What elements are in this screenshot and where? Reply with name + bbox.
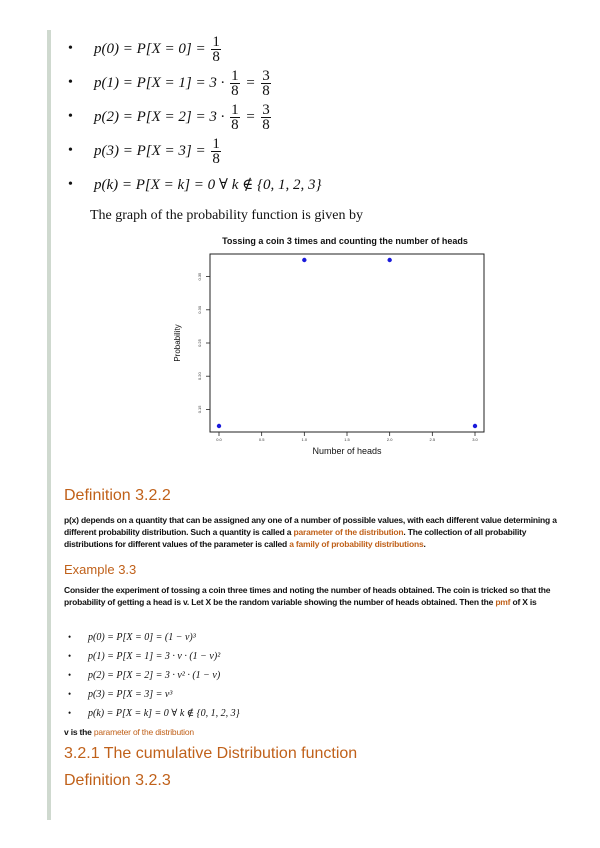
formula-equals: = (245, 109, 256, 125)
fraction-numerator: 1 (231, 68, 239, 85)
data-points (217, 258, 477, 428)
left-margin-bar (47, 30, 51, 820)
formula-equals: = (245, 75, 256, 91)
x-axis-label: Number of heads (312, 446, 382, 456)
x-tick-label: 3.0 (472, 437, 478, 442)
pmf-formula-4 (68, 168, 321, 202)
pmf-formula-2 (68, 100, 321, 134)
parametric-formula-1: • p(1) = P[X = 1] = 3 · v · (1 − v)² (68, 647, 240, 666)
fraction (261, 103, 271, 132)
formula-lhs: p(3) = P[X = 3] = (94, 143, 206, 159)
fraction-denominator: 8 (262, 117, 270, 134)
fraction-numerator: 1 (212, 136, 220, 153)
x-tick-label: 2.0 (386, 437, 393, 442)
fraction (261, 69, 271, 98)
fraction-denominator: 8 (231, 83, 239, 100)
fraction-denominator: 8 (231, 117, 239, 134)
parameter-note (64, 726, 564, 738)
y-tick-label: 0.30 (197, 305, 202, 314)
family-link[interactable]: a family of probability distributions (289, 539, 424, 549)
y-tick-label: 0.15 (197, 405, 202, 414)
example-heading: Example 3.3 (64, 562, 137, 577)
parametric-formula-3: • p(3) = P[X = 3] = v³ (68, 685, 240, 704)
x-tick-label: 1.0 (301, 437, 308, 442)
fraction (211, 35, 221, 64)
x-tick-label: 0.0 (216, 437, 222, 442)
definition-text-a: p(x) depends on a quantity that can be assigned any one of a number of possible values, with each different value determining a different probability distribution. Such a quantity is called a (64, 515, 557, 537)
definition-heading: Definition 3.2.2 (64, 487, 171, 504)
y-tick-label: 0.35 (197, 272, 202, 281)
formula-lhs: p(2) = P[X = 2] = 3 · (94, 109, 225, 125)
fraction-numerator: 1 (212, 34, 220, 51)
x-tick-label: 1.5 (344, 437, 350, 442)
chart-title: Tossing a coin 3 times and counting the number of heads (222, 236, 468, 246)
y-tick-label: 0.20 (197, 372, 202, 381)
definition-text-c: . (423, 539, 426, 549)
parametric-formula-4: • p(k) = P[X = k] = 0 ∀ k ∉ {0, 1, 2, 3} (68, 704, 240, 723)
data-point (217, 424, 221, 428)
formula-lhs: p(k) = P[X = k] = 0 ∀ k ∉ {0, 1, 2, 3} (94, 177, 322, 193)
y-tick-label: 0.25 (197, 339, 202, 347)
graph-intro-text: The graph of the probability function is given by (90, 208, 363, 223)
y-axis-ticks (197, 272, 210, 413)
pmf-chart (170, 232, 490, 462)
example-text-b: of X is (510, 597, 537, 607)
formula-lhs: p(0) = P[X = 0] = (94, 41, 206, 57)
data-point (387, 258, 391, 262)
y-axis-label: Probability (173, 324, 182, 362)
x-axis-ticks (216, 432, 478, 442)
parameter-note-lead: v is the (64, 727, 94, 737)
pmf-formula-list (68, 32, 321, 202)
pmf-link[interactable]: pmf (495, 597, 511, 607)
parameter-note-link[interactable]: parameter of the distribution (93, 727, 194, 737)
formula-lhs: p(1) = P[X = 1] = 3 · (94, 75, 225, 91)
parameter-link[interactable]: parameter of the distribution (293, 527, 404, 537)
x-tick-label: 2.5 (429, 437, 436, 442)
data-point (302, 258, 306, 262)
pmf-formula-3 (68, 134, 321, 168)
parametric-formula-0: • p(0) = P[X = 0] = (1 − v)³ (68, 628, 240, 647)
data-point (473, 424, 477, 428)
definition-text (64, 514, 564, 550)
fraction-denominator: 8 (212, 49, 220, 66)
fraction-numerator: 1 (231, 102, 239, 119)
definition-text-b: . The collection of all probability distributions for different values of the parameter is called (64, 527, 527, 549)
parametric-formula-2: • p(2) = P[X = 2] = 3 · v² · (1 − v) (68, 666, 240, 685)
x-tick-label: 0.5 (258, 437, 265, 442)
definition-heading-2: Definition 3.2.3 (64, 772, 171, 789)
fraction-numerator: 3 (262, 102, 270, 119)
plot-frame (210, 254, 484, 432)
pmf-formula-0 (68, 32, 321, 66)
pmf-formula-1 (68, 66, 321, 100)
section-heading: 3.2.1 The cumulative Distribution function (64, 745, 358, 762)
parametric-formula-list (68, 628, 240, 723)
fraction-numerator: 3 (262, 68, 270, 85)
example-text-a: Consider the experiment of tossing a coin three times and noting the number of heads obtained. The coin is tricked so that the probability of getting a head is v. Let X be the random variable showing the number of heads obtained. Then the (64, 585, 551, 607)
pmf-chart-svg (170, 232, 490, 462)
fraction (230, 103, 240, 132)
fraction (211, 137, 221, 166)
fraction (230, 69, 240, 98)
example-text (64, 584, 564, 608)
fraction-denominator: 8 (212, 151, 220, 168)
fraction-denominator: 8 (262, 83, 270, 100)
